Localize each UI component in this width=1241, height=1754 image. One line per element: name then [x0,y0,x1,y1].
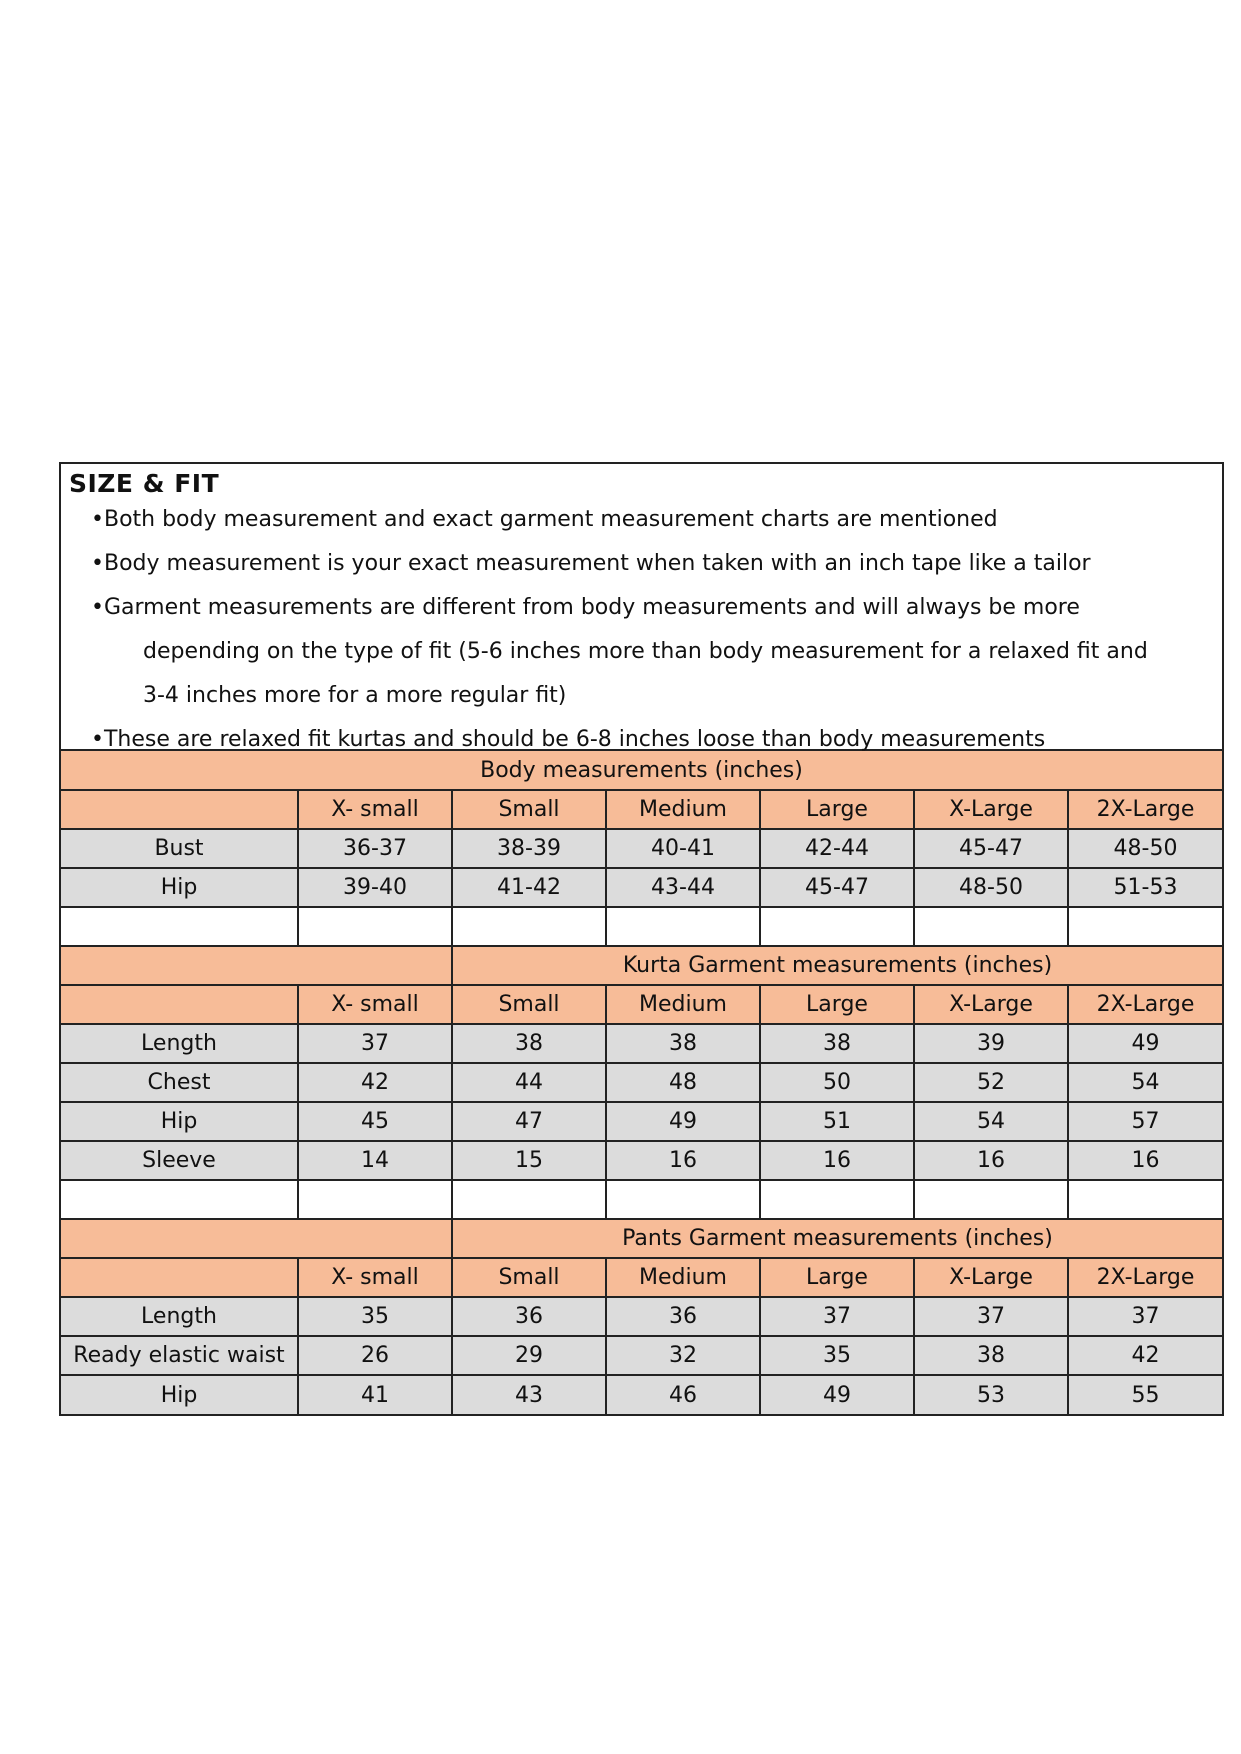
size-header: X- small [298,790,452,829]
row-label: Hip [61,1102,298,1141]
cell: 41 [298,1375,452,1414]
table-row [61,1297,1222,1336]
pants-title-row [61,1219,1222,1258]
corner-cell [61,790,298,829]
cell: 39-40 [298,868,452,907]
kurta-title-blank [61,946,452,985]
cell: 35 [298,1297,452,1336]
cell: 41-42 [452,868,606,907]
table-row [61,868,1222,907]
row-label: Hip [61,868,298,907]
cell: 51 [760,1102,914,1141]
size-fit-sheet [59,462,1224,1416]
cell: 37 [298,1024,452,1063]
cell: 38 [606,1024,760,1063]
size-header: X-Large [914,985,1068,1024]
table-row [61,1102,1222,1141]
size-header: Large [760,1258,914,1297]
size-header: X- small [298,985,452,1024]
cell: 35 [760,1336,914,1375]
cell: 45-47 [760,868,914,907]
pants-size-header-row [61,1258,1222,1297]
cell: 32 [606,1336,760,1375]
row-label: Chest [61,1063,298,1102]
cell: 48-50 [1068,829,1222,868]
bullet-1: •Both body measurement and exact garment measurement charts are mentioned [91,507,998,532]
table-row [61,1336,1222,1375]
size-header: X- small [298,1258,452,1297]
size-header: Medium [606,985,760,1024]
kurta-table-title: Kurta Garment measurements (inches) [452,946,1222,985]
table-row [61,1141,1222,1180]
cell: 15 [452,1141,606,1180]
cell: 38-39 [452,829,606,868]
cell: 49 [1068,1024,1222,1063]
row-label: Bust [61,829,298,868]
cell: 42 [298,1063,452,1102]
cell: 48 [606,1063,760,1102]
cell: 44 [452,1063,606,1102]
cell: 42 [1068,1336,1222,1375]
cell: 40-41 [606,829,760,868]
page-title: SIZE & FIT [69,469,220,498]
row-label: Hip [61,1375,298,1414]
size-header: 2X-Large [1068,985,1222,1024]
cell: 29 [452,1336,606,1375]
intro-section [61,464,1222,751]
size-header: Small [452,985,606,1024]
size-header: 2X-Large [1068,790,1222,829]
cell: 36 [452,1297,606,1336]
cell: 45 [298,1102,452,1141]
size-header: X-Large [914,790,1068,829]
kurta-size-header-row [61,985,1222,1024]
size-header: Large [760,985,914,1024]
size-header: Medium [606,1258,760,1297]
measurement-table [61,751,1222,1414]
cell: 53 [914,1375,1068,1414]
pants-table-title: Pants Garment measurements (inches) [452,1219,1222,1258]
size-header: 2X-Large [1068,1258,1222,1297]
table-row [61,829,1222,868]
cell: 48-50 [914,868,1068,907]
corner-cell [61,985,298,1024]
cell: 37 [1068,1297,1222,1336]
cell: 51-53 [1068,868,1222,907]
spacer-row [61,907,1222,946]
cell: 43 [452,1375,606,1414]
bullet-3-continued-1: depending on the type of fit (5-6 inches more than body measurement for a relaxed fit and [143,639,1148,664]
cell: 42-44 [760,829,914,868]
table-row [61,1024,1222,1063]
bullet-3-continued-2: 3-4 inches more for a more regular fit) [143,683,567,708]
cell: 45-47 [914,829,1068,868]
cell: 54 [1068,1063,1222,1102]
row-label: Length [61,1024,298,1063]
body-size-header-row [61,790,1222,829]
bullet-2: •Body measurement is your exact measurement when taken with an inch tape like a tailor [91,551,1091,576]
size-header: Small [452,1258,606,1297]
table-row [61,1375,1222,1414]
cell: 16 [606,1141,760,1180]
table-row [61,1063,1222,1102]
cell: 36 [606,1297,760,1336]
cell: 47 [452,1102,606,1141]
cell: 43-44 [606,868,760,907]
cell: 16 [914,1141,1068,1180]
cell: 55 [1068,1375,1222,1414]
size-header: Large [760,790,914,829]
cell: 39 [914,1024,1068,1063]
cell: 54 [914,1102,1068,1141]
cell: 16 [760,1141,914,1180]
cell: 14 [298,1141,452,1180]
corner-cell [61,1258,298,1297]
cell: 49 [606,1102,760,1141]
row-label: Sleeve [61,1141,298,1180]
cell: 57 [1068,1102,1222,1141]
cell: 37 [760,1297,914,1336]
cell: 46 [606,1375,760,1414]
cell: 49 [760,1375,914,1414]
cell: 52 [914,1063,1068,1102]
cell: 37 [914,1297,1068,1336]
cell: 38 [760,1024,914,1063]
body-table-title: Body measurements (inches) [61,751,1222,790]
cell: 50 [760,1063,914,1102]
cell: 38 [914,1336,1068,1375]
spacer-row [61,1180,1222,1219]
cell: 16 [1068,1141,1222,1180]
size-header: X-Large [914,1258,1068,1297]
bullet-3: •Garment measurements are different from body measurements and will always be more [91,595,1080,620]
row-label: Length [61,1297,298,1336]
size-header: Medium [606,790,760,829]
size-header: Small [452,790,606,829]
row-label: Ready elastic waist [61,1336,298,1375]
pants-title-blank [61,1219,452,1258]
cell: 36-37 [298,829,452,868]
cell: 38 [452,1024,606,1063]
kurta-title-row [61,946,1222,985]
cell: 26 [298,1336,452,1375]
bullet-4: •These are relaxed fit kurtas and should be 6-8 inches loose than body measurements [91,727,1046,752]
